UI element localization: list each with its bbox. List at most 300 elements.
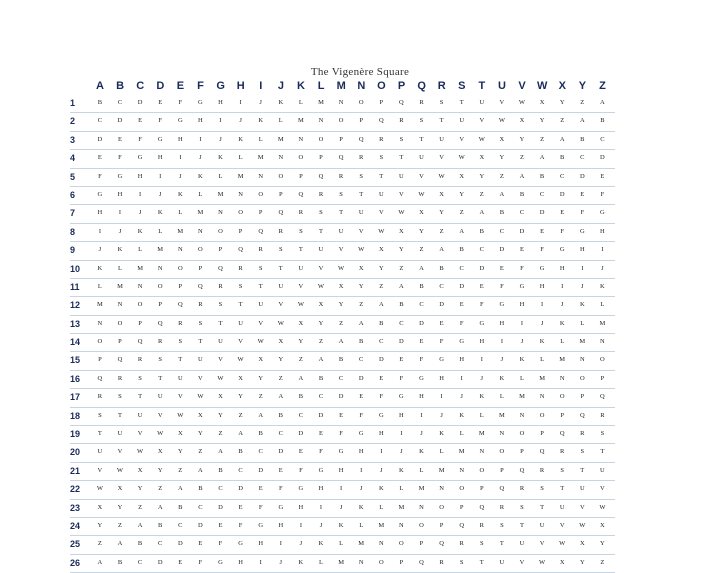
table-cell: R [560, 448, 565, 456]
table-cell: P [158, 301, 163, 309]
table-cell: U [157, 393, 163, 401]
table-cell: V [137, 430, 143, 438]
table-cell: B [419, 282, 424, 290]
table-cell: N [439, 485, 445, 493]
table-cell: H [519, 301, 525, 309]
table-cell: E [198, 540, 203, 548]
table-row [70, 187, 615, 205]
table-cell: C [519, 209, 525, 217]
table-cell: N [198, 227, 203, 235]
row-number: 4 [70, 153, 76, 164]
table-cell: F [479, 301, 484, 309]
table-cell: A [378, 301, 384, 309]
table-cell: O [539, 411, 545, 419]
table-cell: B [359, 338, 364, 346]
table-cell: Q [157, 319, 163, 327]
table-cell: S [359, 172, 364, 180]
table-cell: I [179, 154, 182, 162]
column-header: D [156, 80, 165, 92]
table-cell: L [178, 209, 183, 217]
table-cell: M [478, 430, 485, 438]
table-cell: Y [218, 411, 224, 419]
table-cell: J [299, 540, 303, 548]
row-number: 19 [70, 429, 81, 440]
table-cell: M [277, 135, 284, 143]
table-cell: I [380, 448, 383, 456]
table-cell: R [499, 503, 505, 511]
table-cell: L [359, 521, 364, 529]
table-cell: P [399, 558, 404, 566]
table-cell: J [359, 485, 363, 493]
table-cell: E [540, 227, 545, 235]
table-cell: U [479, 99, 485, 106]
table-cell: V [117, 448, 123, 456]
table-cell: C [178, 521, 183, 529]
table-cell: C [318, 393, 324, 401]
table-cell: B [198, 485, 203, 493]
table-cell: H [97, 209, 103, 217]
table-cell: M [298, 117, 304, 125]
table-cell: O [378, 558, 384, 566]
column-header: U [498, 80, 506, 92]
table-cell: E [600, 172, 605, 180]
table-cell: U [218, 338, 224, 346]
table-cell: K [358, 503, 364, 511]
table-cell: Q [519, 466, 525, 474]
table-cell: S [98, 411, 102, 419]
table-cell: R [117, 374, 123, 382]
table-cell: T [540, 503, 545, 511]
table-cell: D [338, 393, 344, 401]
table-cell: X [600, 521, 605, 529]
table-row [70, 426, 615, 444]
table-cell: J [601, 264, 604, 272]
table-cell: V [318, 264, 324, 272]
table-cell: H [399, 411, 404, 419]
table-cell: K [419, 448, 425, 456]
table-cell: S [138, 374, 143, 382]
table-cell: L [560, 338, 565, 346]
table-cell: R [419, 99, 424, 106]
table-cell: Q [218, 264, 224, 272]
table-cell: E [520, 246, 525, 254]
table-cell: J [440, 411, 444, 419]
table-cell: L [319, 558, 324, 566]
table-cell: R [519, 485, 525, 493]
table-cell: T [118, 411, 123, 419]
table-cell: W [478, 135, 486, 143]
table-cell: F [118, 154, 122, 162]
table-cell: B [499, 209, 505, 217]
table-cell: G [278, 503, 284, 511]
table-cell: M [338, 558, 345, 566]
table-cell: G [358, 430, 364, 438]
table-cell: C [499, 227, 505, 235]
table-cell: B [258, 430, 264, 438]
table-cell: K [258, 117, 264, 125]
table-cell: D [519, 227, 525, 235]
table-cell: T [479, 558, 484, 566]
table-cell: R [379, 135, 384, 143]
row-number: 21 [70, 465, 81, 476]
table-cell: N [499, 430, 505, 438]
table-cell: V [559, 521, 565, 529]
table-cell: Z [560, 117, 565, 125]
table-cell: P [600, 374, 605, 382]
table-cell: G [378, 411, 384, 419]
row-number: 7 [70, 208, 76, 219]
table-cell: M [519, 393, 526, 401]
table-cell: L [238, 154, 243, 162]
table-cell: A [499, 190, 505, 198]
table-cell: Z [540, 135, 545, 143]
table-cell: Y [117, 503, 123, 511]
table-cell: X [439, 190, 445, 198]
column-header: Q [417, 80, 426, 92]
table-cell: M [137, 264, 144, 272]
table-cell: C [459, 264, 465, 272]
table-cell: A [519, 172, 525, 180]
table-cell: Y [338, 301, 344, 309]
table-cell: L [278, 117, 283, 125]
table-cell: E [158, 99, 163, 106]
table-cell: V [198, 374, 203, 382]
table-cell: A [318, 356, 324, 364]
table-cell: G [137, 154, 143, 162]
table-cell: Z [459, 209, 464, 217]
table-cell: F [178, 99, 183, 106]
table-cell: M [438, 466, 445, 474]
table-cell: R [238, 264, 243, 272]
table-cell: Z [580, 99, 585, 106]
table-cell: Y [137, 485, 143, 493]
row-number: 15 [70, 355, 81, 366]
table-cell: Z [359, 301, 364, 309]
table-cell: I [299, 521, 303, 529]
table-cell: U [258, 301, 264, 309]
table-cell: J [500, 356, 504, 364]
table-cell: L [459, 430, 464, 438]
table-cell: J [279, 558, 283, 566]
row-number: 11 [70, 281, 80, 292]
table-cell: U [278, 282, 284, 290]
table-cell: I [460, 374, 463, 382]
table-cell: Y [399, 246, 404, 254]
table-cell: O [439, 503, 445, 511]
table-cell: U [318, 246, 324, 254]
table-cell: H [559, 264, 565, 272]
table-cell: Q [499, 485, 505, 493]
row-number: 17 [70, 392, 81, 403]
table-cell: H [298, 503, 304, 511]
table-cell: H [479, 338, 485, 346]
table-cell: Z [339, 319, 344, 327]
table-cell: Z [479, 190, 484, 198]
table-cell: T [158, 374, 163, 382]
table-cell: L [520, 374, 525, 382]
table-cell: T [439, 117, 444, 125]
table-cell: B [379, 319, 384, 327]
table-cell: G [258, 521, 264, 529]
table-cell: E [339, 411, 344, 419]
table-cell: G [218, 558, 224, 566]
table-cell: X [198, 411, 203, 419]
table-row [70, 500, 615, 518]
table-cell: A [338, 338, 344, 346]
table-cell: W [378, 227, 385, 235]
table-cell: E [238, 503, 243, 511]
table-cell: B [580, 135, 585, 143]
table-cell: U [177, 374, 183, 382]
table-cell: R [97, 393, 103, 401]
table-cell: T [138, 393, 143, 401]
row-number: 5 [70, 171, 76, 182]
table-cell: Q [479, 503, 485, 511]
table-cell: R [439, 558, 444, 566]
column-header: Y [578, 80, 587, 92]
column-header: C [136, 80, 145, 92]
table-cell: L [118, 264, 123, 272]
table-cell: D [479, 264, 485, 272]
table-cell: C [379, 338, 384, 346]
table-cell: T [379, 172, 384, 180]
table-cell: T [600, 448, 605, 456]
table-cell: E [379, 374, 384, 382]
table-cell: C [158, 540, 163, 548]
table-cell: I [159, 172, 162, 180]
table-cell: L [399, 485, 404, 493]
table-cell: K [137, 227, 143, 235]
table-cell: I [520, 319, 524, 327]
table-cell: S [600, 430, 605, 438]
table-cell: O [97, 338, 103, 346]
table-cell: W [297, 301, 305, 309]
table-cell: Z [520, 154, 525, 162]
table-cell: G [318, 466, 324, 474]
table-cell: G [559, 246, 565, 254]
table-cell: Y [157, 466, 163, 474]
table-cell: Q [258, 227, 264, 235]
table-cell: Q [378, 117, 384, 125]
table-cell: X [318, 301, 324, 309]
table-cell: Q [338, 154, 344, 162]
table-cell: N [378, 540, 384, 548]
table-cell: L [298, 99, 304, 106]
table-cell: T [178, 356, 183, 364]
table-cell: J [400, 448, 403, 456]
table-cell: G [238, 540, 244, 548]
table-cell: N [338, 99, 344, 106]
table-cell: P [359, 117, 364, 125]
table-cell: J [199, 154, 202, 162]
table-cell: G [459, 338, 465, 346]
table-cell: Y [177, 448, 183, 456]
table-cell: O [600, 356, 605, 364]
table-cell: W [518, 99, 526, 106]
row-number: 16 [70, 373, 81, 384]
table-cell: U [117, 430, 123, 438]
table-cell: S [540, 485, 545, 493]
table-cell: J [460, 393, 464, 401]
table-cell: I [581, 264, 584, 272]
table-cell: R [600, 411, 605, 419]
table-cell: I [259, 558, 262, 566]
column-header: E [176, 80, 185, 92]
row-number: 25 [70, 539, 81, 550]
table-cell: W [498, 117, 506, 125]
table-cell: P [178, 282, 183, 290]
row-number: 2 [70, 116, 76, 127]
table-cell: B [278, 411, 284, 419]
table-cell: S [479, 540, 484, 548]
table-cell: W [579, 521, 586, 529]
table-cell: O [338, 117, 344, 125]
table-cell: L [540, 356, 545, 364]
table-cell: J [480, 374, 484, 382]
table-cell: W [237, 356, 244, 364]
table-cell: W [217, 374, 224, 382]
table-cell: Q [177, 301, 183, 309]
table-cell: A [137, 521, 143, 529]
table-cell: R [137, 356, 143, 364]
table-cell: V [539, 540, 545, 548]
table-cell: P [459, 503, 464, 511]
table-cell: W [317, 282, 325, 290]
table-cell: T [339, 209, 344, 217]
table-cell: Q [298, 190, 304, 198]
table-cell: K [97, 264, 103, 272]
table-cell: X [358, 264, 364, 272]
table-cell: N [579, 356, 585, 364]
table-cell: X [579, 540, 585, 548]
table-cell: R [278, 227, 284, 235]
table-cell: A [459, 227, 465, 235]
table-cell: U [439, 135, 445, 143]
table-cell: N [177, 246, 183, 254]
row-number: 3 [70, 134, 76, 145]
table-cell: O [358, 99, 364, 106]
table-cell: W [358, 246, 365, 254]
table-cell: N [600, 338, 605, 346]
table-cell: F [540, 246, 545, 254]
column-header: P [397, 80, 406, 92]
table-cell: P [560, 411, 565, 419]
table-cell: K [298, 558, 304, 566]
table-cell: L [258, 135, 263, 143]
table-cell: T [499, 540, 505, 548]
table-cell: S [118, 393, 122, 401]
table-cell: E [218, 521, 223, 529]
table-cell: H [600, 227, 605, 235]
table-cell: A [539, 154, 545, 162]
table-cell: V [278, 301, 284, 309]
table-cell: P [379, 99, 384, 106]
table-cell: B [539, 172, 545, 180]
table-cell: N [459, 466, 465, 474]
table-cell: X [278, 338, 284, 346]
table-cell: M [318, 99, 325, 106]
table-cell: F [580, 209, 585, 217]
table-cell: Z [439, 227, 444, 235]
table-cell: V [519, 558, 525, 566]
table-cell: V [177, 393, 183, 401]
table-cell: G [338, 448, 344, 456]
table-cell: V [298, 282, 304, 290]
table-cell: V [439, 154, 445, 162]
row-number: 9 [70, 245, 76, 256]
table-cell: R [338, 172, 344, 180]
table-cell: Z [158, 485, 163, 493]
table-cell: C [218, 485, 223, 493]
table-cell: F [600, 190, 605, 198]
table-cell: N [539, 393, 545, 401]
table-cell: V [97, 466, 103, 474]
table-row [70, 224, 615, 242]
table-cell: N [137, 282, 143, 290]
column-headers [90, 80, 610, 94]
table-cell: I [219, 117, 222, 125]
table-cell: E [499, 264, 505, 272]
table-cell: C [560, 172, 565, 180]
table-cell: I [541, 301, 544, 309]
table-cell: P [419, 540, 424, 548]
table-cell: N [479, 448, 485, 456]
table-cell: X [539, 99, 545, 106]
table-cell: D [137, 99, 143, 106]
table-cell: T [419, 135, 424, 143]
table-row [70, 371, 615, 389]
table-cell: C [338, 374, 344, 382]
table-cell: D [117, 117, 123, 125]
table-cell: B [318, 374, 324, 382]
table-cell: K [559, 319, 565, 327]
table-cell: H [198, 117, 203, 125]
table-cell: E [178, 558, 183, 566]
table-cell: P [98, 356, 102, 364]
table-row [70, 518, 615, 536]
table-cell: F [500, 282, 504, 290]
table-cell: U [338, 227, 344, 235]
table-cell: H [419, 393, 425, 401]
table-cell: Y [419, 227, 425, 235]
table-cell: S [439, 99, 444, 106]
table-cell: R [318, 190, 324, 198]
table-cell: X [117, 485, 123, 493]
table-cell: O [559, 393, 565, 401]
row-number: 20 [70, 447, 81, 458]
table-cell: D [298, 430, 304, 438]
column-header: I [259, 80, 263, 92]
table-cell: A [157, 503, 163, 511]
table-cell: G [600, 209, 605, 217]
table-cell: V [579, 503, 585, 511]
table-cell: Y [358, 282, 364, 290]
table-cell: S [178, 338, 183, 346]
table-cell: A [117, 540, 123, 548]
table-cell: O [157, 282, 163, 290]
table-cell: S [258, 264, 263, 272]
table-cell: O [519, 430, 525, 438]
table-cell: A [278, 393, 284, 401]
table-cell: L [439, 448, 444, 456]
table-cell: V [358, 227, 364, 235]
table-cell: K [439, 430, 445, 438]
table-cell: B [298, 393, 304, 401]
table-cell: N [559, 374, 565, 382]
table-cell: X [137, 466, 143, 474]
table-cell: V [419, 172, 425, 180]
table-cell: B [117, 558, 123, 566]
